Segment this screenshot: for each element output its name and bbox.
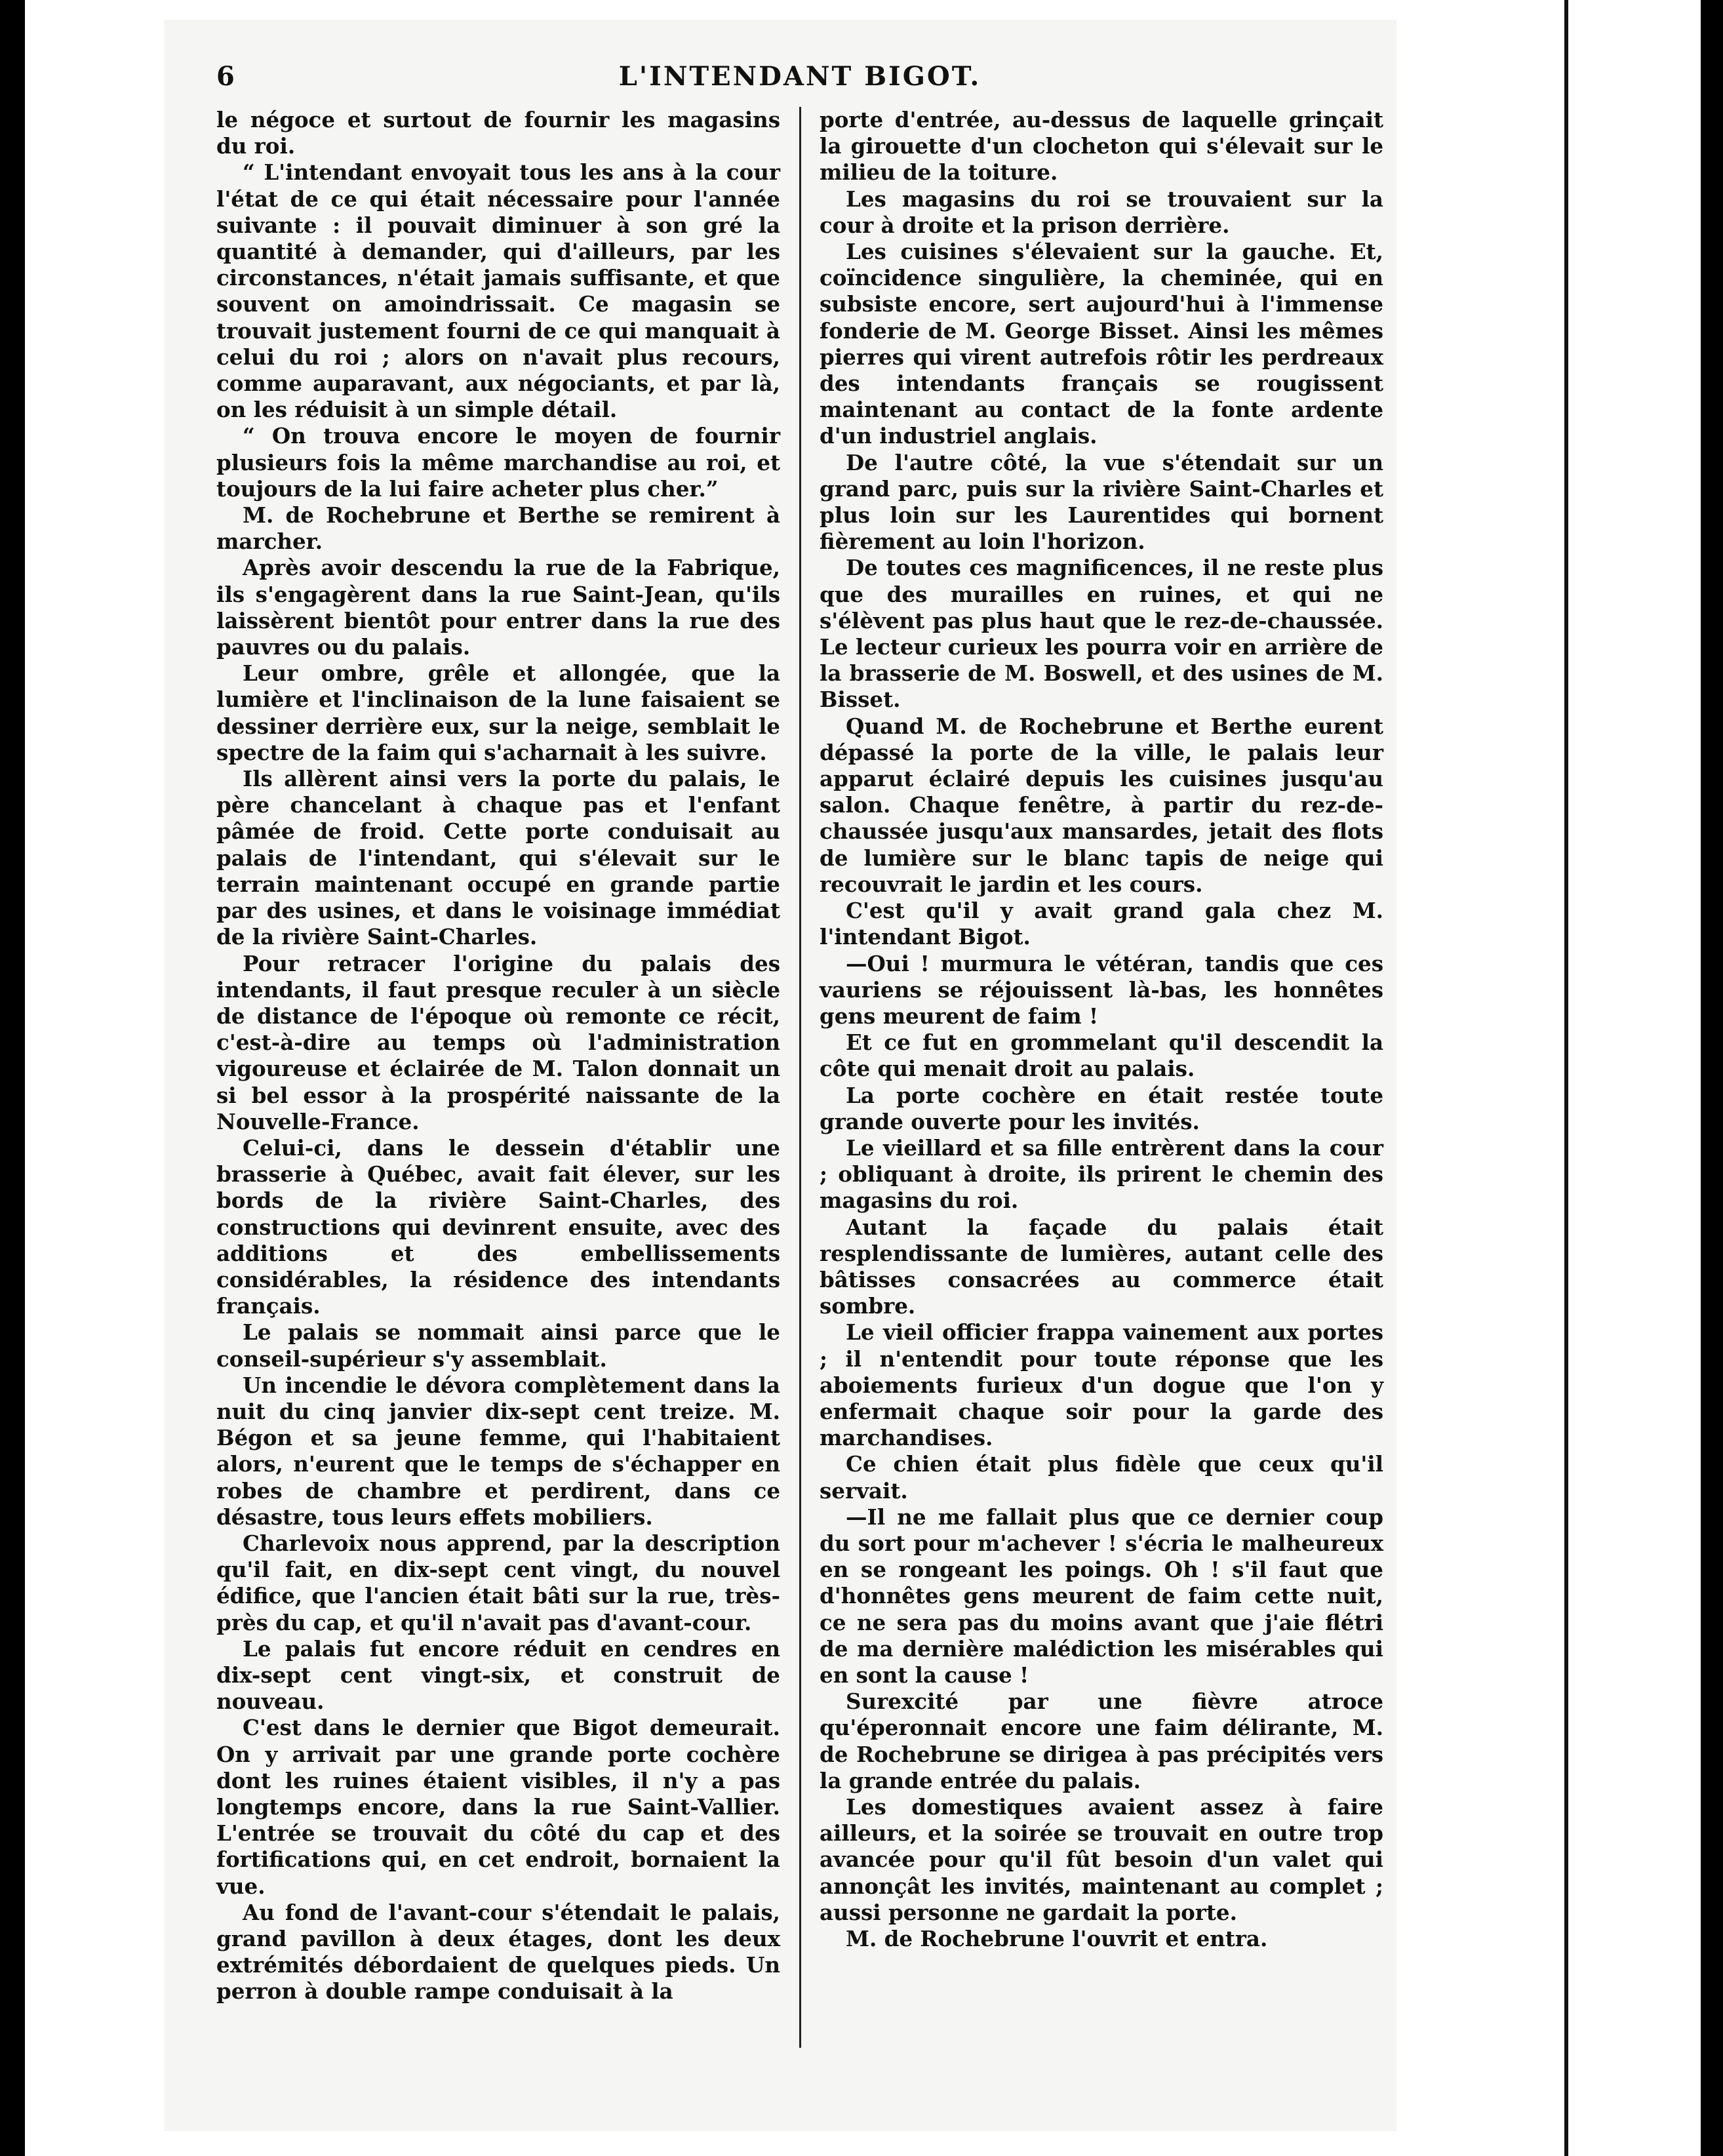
paragraph: La porte cochère en était restée toute grande ouverte pour les invités. bbox=[820, 1082, 1383, 1134]
paragraph: Charlevoix nous apprend, par la description qu'il fait, en dix-sept cent vingt, du nouvel édifice, que l'ancien était bâti sur la rue, très-près du cap, et qu'il n'avait pas d'avant-cour. bbox=[216, 1530, 780, 1635]
paragraph: —Il ne me fallait plus que ce dernier coup du sort pour m'achever ! s'écria le malheureux en se rongeant les poings. Oh ! s'il faut que d'honnêtes gens meurent de faim cette nuit, ce ne sera pas du moins avant que j'aie flétri de ma dernière malédiction les misérables qui en sont la cause ! bbox=[820, 1504, 1383, 1688]
paragraph: C'est qu'il y avait grand gala chez M. l'intendant Bigot. bbox=[820, 898, 1383, 950]
paragraph: C'est dans le dernier que Bigot demeurait. On y arrivait par une grande porte cochère dont les ruines étaient visibles, il n'y a pas longtemps encore, dans la rue Saint-Vallier. L'entrée se trouvait du côté du cap et des fortifications qui, en cet endroit, bornaient la vue. bbox=[216, 1715, 780, 1899]
book-page bbox=[164, 20, 1396, 2131]
paragraph: Ils allèrent ainsi vers la porte du palais, le père chancelant à chaque pas et l'enfant pâmée de froid. Cette porte conduisait au palais de l'intendant, qui s'élevait sur le terrain maintenant occupé en grande partie par des usines, et dans le voisinage immédiat de la rivière Saint-Charles. bbox=[216, 766, 780, 950]
page-content bbox=[216, 56, 1383, 2121]
running-title: L'INTENDANT BIGOT. bbox=[618, 61, 981, 92]
paragraph: Celui-ci, dans le dessein d'établir une brasserie à Québec, avait fait élever, sur les bords de la rivière Saint-Charles, des constructions qui devinrent ensuite, avec des additions et des embellissements considérables, la résidence des intendants français. bbox=[216, 1134, 780, 1319]
paragraph: —Oui ! murmura le vétéran, tandis que ces vauriens se réjouissent là-bas, les honnêtes gens meurent de faim ! bbox=[820, 950, 1383, 1029]
left-column bbox=[216, 107, 780, 2005]
paragraph: Un incendie le dévora complètement dans la nuit du cinq janvier dix-sept cent treize. M. Bégon et sa jeune femme, qui l'habitaient alors, n'eurent que le temps de s'échapper en robes de chambre et perdirent, dans ce désastre, tous leurs effets mobiliers. bbox=[216, 1372, 780, 1530]
paragraph: Ce chien était plus fidèle que ceux qu'il servait. bbox=[820, 1451, 1383, 1504]
paragraph: Et ce fut en grommelant qu'il descendit la côte qui menait droit au palais. bbox=[820, 1029, 1383, 1082]
paragraph: Au fond de l'avant-cour s'étendait le palais, grand pavillon à deux étages, dont les deux extrémités débordaient de quelques pieds. Un perron à double rampe conduisait à la bbox=[216, 1899, 780, 2005]
right-column bbox=[820, 107, 1383, 1952]
paragraph: Pour retracer l'origine du palais des intendants, il faut presque reculer à un siècle de distance de l'époque où remonte ce récit, c'est-à-dire au temps où l'administration vigoureuse et éclairée de M. Talon donnait un si bel essor à la prospérité naissante de la Nouvelle-France. bbox=[216, 950, 780, 1134]
paragraph: De toutes ces magnificences, il ne reste plus que des murailles en ruines, et qui ne s'élèvent pas plus haut que le rez-de-chaussée. Le lecteur curieux les pourra voir en arrière de la brasserie de M. Boswell, et des usines de M. Bisset. bbox=[820, 555, 1383, 713]
paragraph: Après avoir descendu la rue de la Fabrique, ils s'engagèrent dans la rue Saint-Jean, qu'ils laissèrent bientôt pour entrer dans la rue des pauvres ou du palais. bbox=[216, 555, 780, 660]
paragraph: “ L'intendant envoyait tous les ans à la cour l'état de ce qui était nécessaire pour l'année suivante : il pouvait diminuer à son gré la quantité à demander, qui d'ailleurs, par les circonstances, n'était jamais suffisante, et que souvent on amoindrissait. Ce magasin se trouvait justement fourni de ce qui manquait à celui du roi ; alors on n'avait plus recours, comme auparavant, aux négociants, et par là, on les réduisit à un simple détail. bbox=[216, 159, 780, 423]
paragraph: Les cuisines s'élevaient sur la gauche. Et, coïncidence singulière, la cheminée, qui en subsiste encore, sert aujourd'hui à l'immense fonderie de M. George Bisset. Ainsi les mêmes pierres qui virent autrefois rôtir les perdreaux des intendants français se rougissent maintenant au contact de la fonte ardente d'un industriel anglais. bbox=[820, 239, 1383, 449]
paragraph: Leur ombre, grêle et allongée, que la lumière et l'inclinaison de la lune faisaient se dessiner derrière eux, sur la neige, semblait le spectre de la faim qui s'acharnait à les suivre. bbox=[216, 660, 780, 765]
paragraph: Le vieillard et sa fille entrèrent dans la cour ; obliquant à droite, ils prirent le chemin des magasins du roi. bbox=[820, 1134, 1383, 1214]
column-divider bbox=[799, 107, 801, 2048]
paragraph: Les domestiques avaient assez à faire ailleurs, et la soirée se trouvait en outre trop avancée pour qu'il fût besoin d'un valet qui annonçât les invités, maintenant au complet ; aussi personne ne gardait la porte. bbox=[820, 1794, 1383, 1925]
paragraph: Le palais se nommait ainsi parce que le conseil-supérieur s'y assemblait. bbox=[216, 1319, 780, 1372]
scan-border-right bbox=[1701, 0, 1723, 2156]
scan-fold-line bbox=[1564, 0, 1568, 2156]
paragraph: Le palais fut encore réduit en cendres en dix-sept cent vingt-six, et construit de nouveau. bbox=[216, 1635, 780, 1715]
paragraph: De l'autre côté, la vue s'étendait sur un grand parc, puis sur la rivière Saint-Charles et plus loin sur les Laurentides qui bornent fièrement au loin l'horizon. bbox=[820, 449, 1383, 555]
scan-border-left bbox=[0, 0, 25, 2156]
text-columns bbox=[216, 107, 1383, 2074]
paragraph: porte d'entrée, au-dessus de laquelle grinçait la girouette d'un clocheton qui s'élevait sur le milieu de la toiture. bbox=[820, 107, 1383, 186]
paragraph: Les magasins du roi se trouvaient sur la cour à droite et la prison derrière. bbox=[820, 186, 1383, 238]
paragraph: Le vieil officier frappa vainement aux portes ; il n'entendit pour toute réponse que les aboiements furieux d'un dogue que l'on y enfermait chaque soir pour la garde des marchandises. bbox=[820, 1319, 1383, 1451]
paragraph: Autant la façade du palais était resplendissante de lumières, autant celle des bâtisses consacrées au commerce était sombre. bbox=[820, 1214, 1383, 1319]
paragraph: Quand M. de Rochebrune et Berthe eurent dépassé la porte de la ville, le palais leur apparut éclairé depuis les cuisines jusqu'au salon. Chaque fenêtre, à partir du rez-de-chaussée jusqu'aux mansardes, jetait des flots de lumière sur le blanc tapis de neige qui recouvrait le jardin et les cours. bbox=[820, 713, 1383, 897]
paragraph: M. de Rochebrune l'ouvrit et entra. bbox=[846, 1926, 1268, 1952]
paragraph: le négoce et surtout de fournir les magasins du roi. bbox=[216, 107, 780, 159]
paragraph: Surexcité par une fièvre atroce qu'éperonnait encore une faim délirante, M. de Rochebrune se dirigea à pas précipités vers la grande entrée du palais. bbox=[820, 1688, 1383, 1793]
paragraph: “ On trouva encore le moyen de fournir plusieurs fois la même marchandise au roi, et toujours de la lui faire acheter plus cher.” bbox=[216, 423, 780, 502]
paragraph: M. de Rochebrune et Berthe se remirent à marcher. bbox=[216, 502, 780, 555]
running-head bbox=[216, 56, 1383, 102]
page-number: 6 bbox=[216, 61, 235, 92]
